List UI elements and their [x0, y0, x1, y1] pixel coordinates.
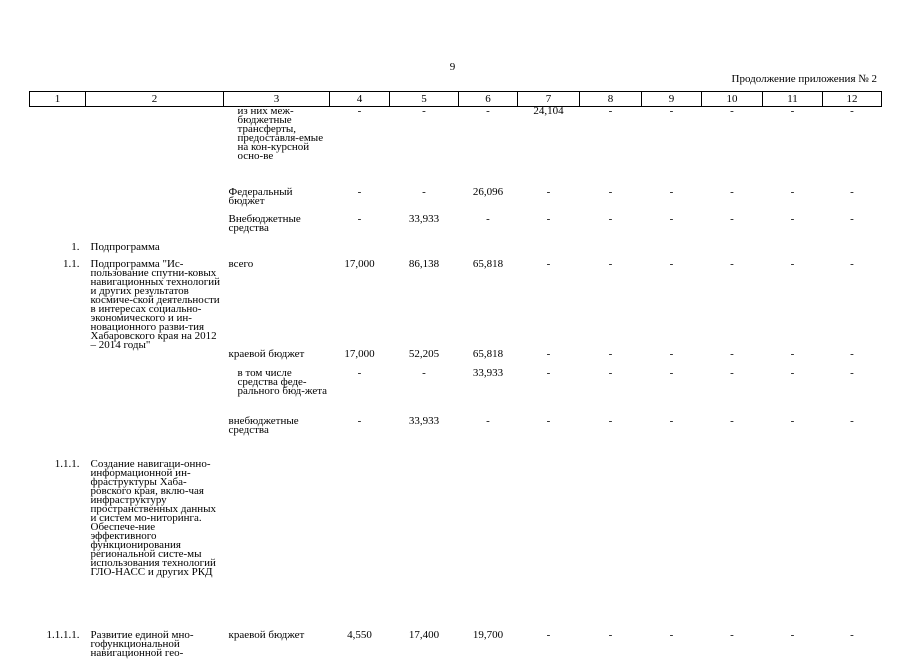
- year-value: -: [608, 186, 613, 198]
- year-value: -: [546, 213, 551, 225]
- year-value: -: [790, 629, 795, 641]
- row-number: [30, 350, 86, 369]
- year-value: -: [669, 105, 674, 117]
- year-value: -: [357, 186, 362, 198]
- year-value: [330, 460, 390, 631]
- program-name: [86, 369, 224, 417]
- year-value: 33,933: [472, 367, 504, 379]
- funding-source: Внебюджетные средства: [228, 213, 301, 234]
- year-value: -: [730, 105, 734, 117]
- year-value: -: [546, 629, 551, 641]
- continuation-title: Продолжение приложения № 2: [731, 73, 877, 85]
- row-number: 1.1.1.: [54, 458, 80, 470]
- year-value: -: [422, 186, 426, 198]
- column-header: 2: [86, 92, 224, 107]
- year-value: 52,205: [408, 348, 440, 360]
- program-name: [86, 417, 224, 460]
- row-number: 1.1.1.1.: [46, 629, 80, 641]
- year-value: -: [486, 415, 490, 427]
- year-value: -: [730, 258, 734, 270]
- row-number: 1.: [71, 241, 80, 253]
- program-name: Подпрограмма "Ис-пользование спутни-ковых навигационных технологий и других результатов космиче-ской деятельности в интересах социально-экономического и ин-новационного разви-тия Хабаровского края на 2012 – 2014 годы": [90, 258, 220, 351]
- row-number: [30, 417, 86, 460]
- row-number: [30, 215, 86, 243]
- table-row: [30, 107, 882, 189]
- year-value: -: [357, 105, 362, 117]
- year-value: 65,818: [472, 348, 504, 360]
- column-header: 10: [702, 92, 763, 107]
- year-value: 65,818: [472, 258, 504, 270]
- row-number: 1.1.: [63, 258, 80, 270]
- year-value: 4,550: [347, 629, 372, 641]
- year-value: -: [357, 367, 362, 379]
- column-header: 12: [823, 92, 882, 107]
- column-header: 7: [518, 92, 580, 107]
- table-row: [30, 215, 882, 243]
- column-header: 3: [224, 92, 330, 107]
- column-header: 8: [580, 92, 642, 107]
- year-value: -: [669, 348, 674, 360]
- table-row: [30, 369, 882, 417]
- year-value: 33,933: [408, 213, 440, 225]
- year-value: [702, 460, 763, 631]
- year-value: -: [790, 186, 795, 198]
- funding-source: краевой бюджет: [228, 629, 305, 641]
- column-header: 9: [642, 92, 702, 107]
- year-value: 17,000: [344, 258, 375, 270]
- program-name: [86, 107, 224, 189]
- year-value: -: [730, 629, 734, 641]
- year-value: 17,000: [344, 348, 375, 360]
- funding-source: краевой бюджет: [228, 348, 305, 360]
- column-header: 5: [390, 92, 459, 107]
- year-value: -: [730, 348, 734, 360]
- funding-source: [224, 460, 330, 631]
- program-name: Развитие единой мно-гофункциональной навигационной гео-: [90, 629, 194, 659]
- year-value: -: [850, 348, 854, 360]
- year-value: -: [608, 105, 613, 117]
- year-value: [642, 460, 702, 631]
- column-header: 6: [459, 92, 518, 107]
- table-row: [30, 188, 882, 215]
- year-value: -: [730, 415, 734, 427]
- year-value: -: [357, 213, 362, 225]
- year-value: -: [669, 186, 674, 198]
- funding-source: всего: [228, 258, 254, 270]
- year-value: -: [790, 105, 795, 117]
- funding-source: Федеральный бюджет: [228, 186, 293, 207]
- program-name: [86, 215, 224, 243]
- year-value: -: [790, 258, 795, 270]
- table-row: [30, 350, 882, 369]
- year-value: -: [608, 629, 613, 641]
- year-value: -: [486, 105, 490, 117]
- year-value: [390, 460, 459, 631]
- year-value: 26,096: [472, 186, 504, 198]
- column-header: 4: [330, 92, 390, 107]
- year-value: -: [357, 415, 362, 427]
- year-value: -: [608, 348, 613, 360]
- year-value: -: [850, 629, 854, 641]
- year-value: -: [730, 367, 734, 379]
- table-row: [30, 260, 882, 350]
- year-value: [580, 460, 642, 631]
- year-value: -: [850, 105, 854, 117]
- year-value: [459, 460, 518, 631]
- year-value: 17,400: [408, 629, 440, 641]
- year-value: -: [422, 105, 426, 117]
- year-value: -: [546, 367, 551, 379]
- year-value: 86,138: [408, 258, 440, 270]
- year-value: -: [608, 415, 613, 427]
- year-value: -: [546, 186, 551, 198]
- year-value: -: [850, 186, 854, 198]
- program-name: [86, 350, 224, 369]
- row-number: [30, 188, 86, 215]
- row-number: [30, 369, 86, 417]
- year-value: -: [546, 258, 551, 270]
- year-value: -: [850, 415, 854, 427]
- column-header: 11: [763, 92, 823, 107]
- table-row: [30, 417, 882, 460]
- page-number: 9: [449, 61, 456, 73]
- table-row: [30, 460, 882, 631]
- funding-source: внебюджетные средства: [228, 415, 299, 436]
- year-value: -: [730, 213, 734, 225]
- year-value: -: [546, 415, 551, 427]
- year-value: -: [730, 186, 734, 198]
- year-value: -: [669, 415, 674, 427]
- header-row: [30, 92, 882, 107]
- program-name: Создание навигаци-онно-информационной ин-фраструктуры Хаба-ровского края, вклю-чая инфраструктуру пространственных данных и систем мо-ниторинга. Обеспече-ние эффективного функционирования региональной систе-мы использования технологий ГЛО-НАСС и других РКД: [90, 458, 217, 578]
- year-value: -: [486, 213, 490, 225]
- budget-table: [29, 91, 882, 671]
- year-value: -: [850, 367, 854, 379]
- year-value: -: [669, 258, 674, 270]
- year-value: -: [669, 367, 674, 379]
- year-value: -: [546, 348, 551, 360]
- year-value: -: [669, 629, 674, 641]
- year-value: [518, 460, 580, 631]
- year-value: -: [422, 367, 426, 379]
- program-name: Подпрограмма: [90, 241, 160, 253]
- year-value: 19,700: [472, 629, 504, 641]
- year-value: -: [850, 258, 854, 270]
- year-value: -: [669, 213, 674, 225]
- year-value: -: [790, 415, 795, 427]
- year-value: [823, 460, 882, 631]
- year-value: -: [608, 367, 613, 379]
- table-row: [30, 631, 882, 671]
- year-value: -: [790, 213, 795, 225]
- year-value: -: [790, 348, 795, 360]
- row-number: [30, 107, 86, 189]
- funding-source: из них меж-бюджетные трансферты, предоставля-емые на кон-курсной осно-ве: [237, 105, 324, 162]
- funding-source: в том числе средства феде-рального бюд-жета: [237, 367, 328, 397]
- year-value: 33,933: [408, 415, 440, 427]
- year-value: 24,104: [533, 105, 564, 117]
- year-value: -: [790, 367, 795, 379]
- program-name: [86, 188, 224, 215]
- year-value: -: [850, 213, 854, 225]
- year-value: -: [608, 213, 613, 225]
- column-header: 1: [30, 92, 86, 107]
- year-value: -: [608, 258, 613, 270]
- year-value: [763, 460, 823, 631]
